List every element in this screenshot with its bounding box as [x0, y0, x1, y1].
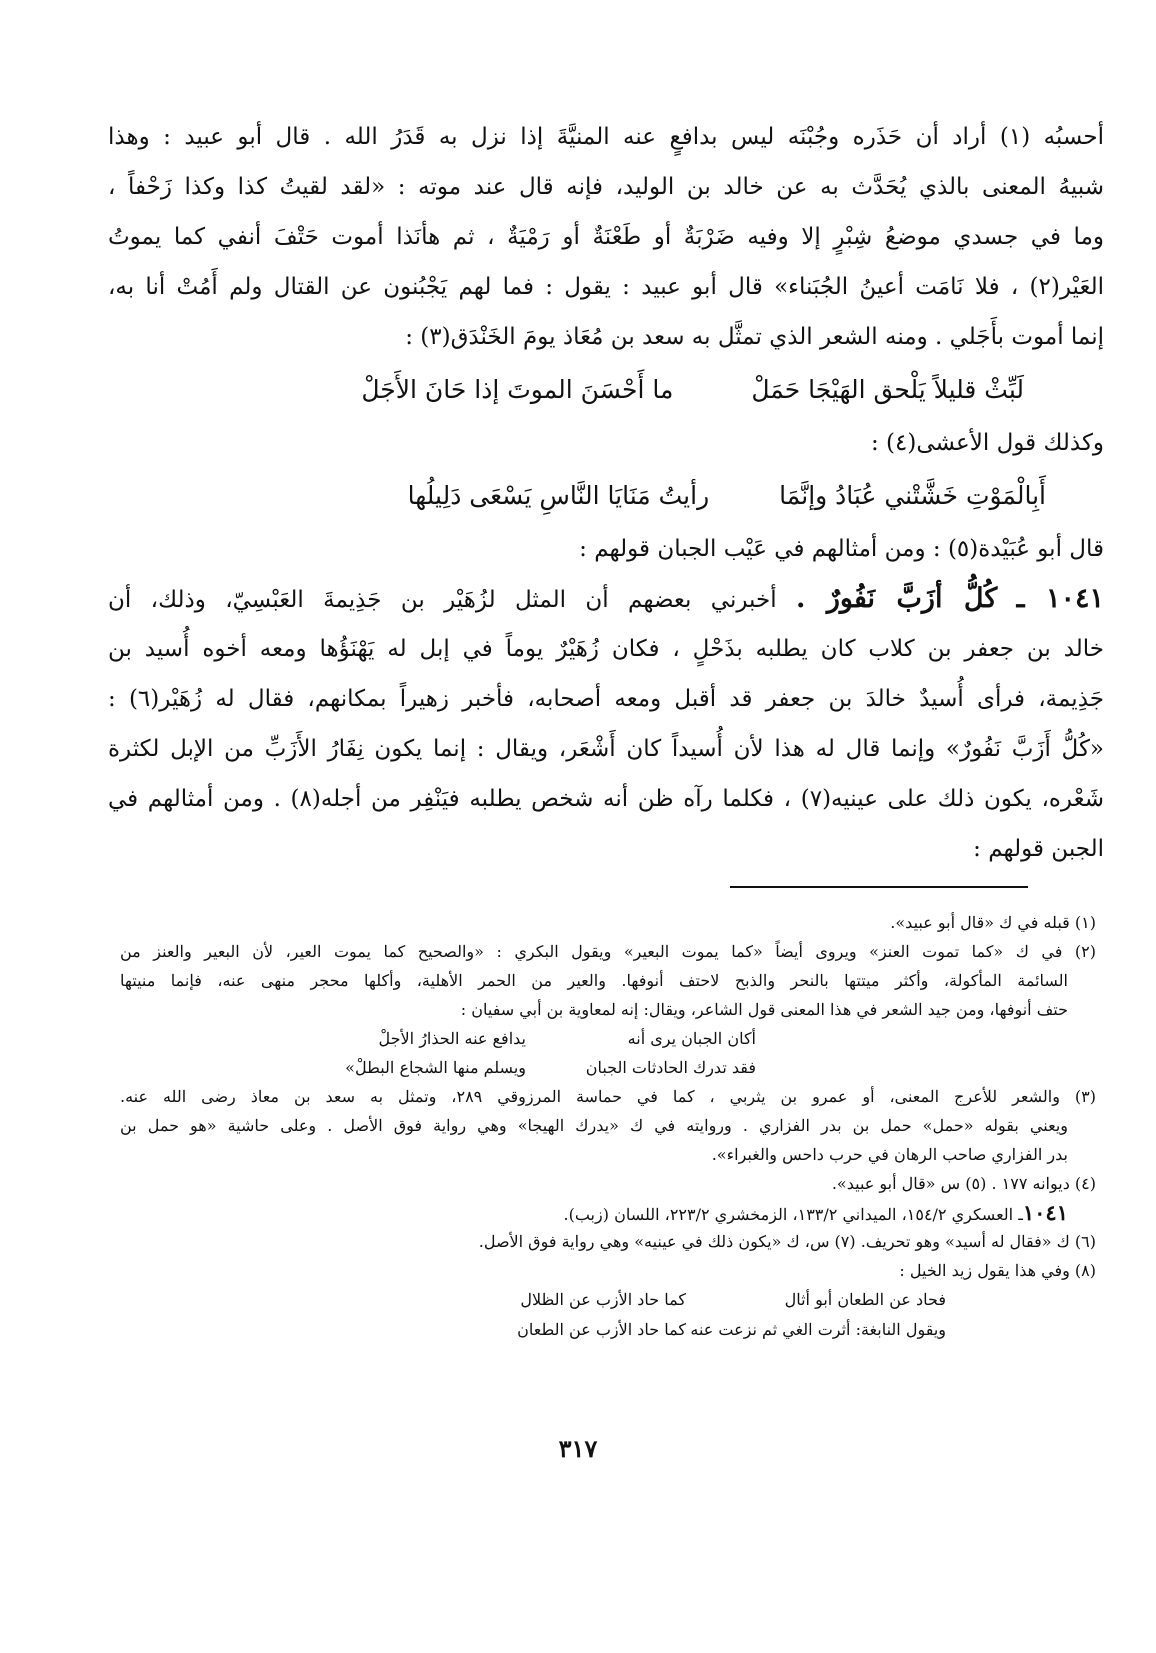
- reference-line: [120, 1198, 1096, 1227]
- page-number: ٣١٧: [558, 1434, 598, 1463]
- footnote-verse: [120, 1053, 1096, 1082]
- footnote-line: (٨) وفي هذا يقول زيد الخيل :: [899, 1261, 1096, 1280]
- entry-text: أخبرني بعضهم أن المثل لزُهَيْر بن جَذِيمةَ العَبْسِيّ، وذلك، أن: [108, 587, 777, 613]
- verse-hemistich-second: ما أَحْسَنَ الموتَ إذا حَانَ الأَجَلْ: [361, 375, 674, 404]
- verse-hemistich-second: كما حاد الأزب عن الطعان: [517, 1320, 686, 1339]
- text-line: الجبن قولهم :: [973, 836, 1104, 862]
- verse-hemistich-second: ويسلم منها الشجاع البطلْ»: [345, 1058, 526, 1077]
- footnotes: [120, 908, 1096, 1345]
- verse-hemistich-second: كما حاد الأزب عن الظلال: [520, 1290, 686, 1309]
- footnote-line: (٦) ك «فقال له أسيد» وهو تحريف. (٧) س، ك «يكون ذلك في عينيه» وهي رواية فوق الأصل.: [478, 1232, 1096, 1251]
- text-line: أحسبُه (١) أراد أن حَذَره وجُبْنَه ليس بدافعٍ عنه المنيَّةَ إذا نزل به قَدَرُ الله . قال أبو عبيد : وهذا: [108, 124, 1104, 150]
- reference-text: ـ العسكري ١٥٤/٢، الميداني ١٣٣/٢، الزمخشري ٢٢٣/٢، اللسان (زبب).: [563, 1205, 1023, 1224]
- verse-line: [108, 468, 1104, 524]
- verse-hemistich-second: رأيتُ مَنَايَا النَّاسِ يَسْعَى دَلِيلُها: [407, 481, 710, 510]
- entry-number: ١٠٤١ ـ: [1016, 583, 1105, 614]
- footnote-verse: [120, 1285, 1096, 1315]
- footnote-verse: [120, 1024, 1096, 1053]
- reference-number: ١٠٤١: [1022, 1200, 1068, 1225]
- footnote-line: حتف أنوفها، ومن جيد الشعر في هذا المعنى قول الشاعر، ويقال: إنه لمعاوية بن أبي سفيان :: [460, 1000, 1068, 1019]
- footnote-line: (٢) في ك «كما تموت العنز» ويروى أيضاً «كما يموت البعير» ويقول البكري : «والصحيح كما يموت العير، لأن البعير والعنز من: [120, 942, 1096, 961]
- text-line: قال أبو عُبَيْدة(٥) : ومن أمثالهم في عَيْب الجبان قولهم :: [579, 536, 1104, 562]
- text-line: شبيهُ المعنى بالذي يُحَدَّث به عن خالد بن الوليد، فإنه قال عند موته : «لقد لقيتُ كذا وكذا زَحْفاً ،: [108, 174, 1104, 200]
- footnote-line: (١) قبله في ك «قال أبو عبيد».: [890, 913, 1096, 932]
- main-text: [108, 112, 1104, 874]
- verse-hemistich-first: ويقول النابغة: أثرت الغي ثم نزعت عنه: [690, 1320, 946, 1339]
- verse-hemistich-first: فحاد عن الطعان أبو أثال: [784, 1290, 946, 1309]
- footnote-line: بدر الفزاري صاحب الرهان في حرب داحس والغبراء».: [711, 1145, 1068, 1164]
- footnote-line: (٤) ديوانه ١٧٧ . (٥) س «قال أبو عبيد».: [831, 1174, 1096, 1193]
- verse-hemistich-second: يدافع عنه الحذارُ الأجلْ: [378, 1029, 526, 1048]
- text-line: وكذلك قول الأعشى(٤) :: [870, 430, 1104, 456]
- verse-hemistich-first: أكان الجبان يرى أنه: [627, 1029, 756, 1048]
- verse-hemistich-first: أَبِالْمَوْتِ خَشَّتْني عُبَادُ وإنَّمَا: [779, 481, 1046, 510]
- text-line: العَيْر(٢) ، فلا نَامَت أعينُ الجُبَناء» قال أبو عبيد : يقول : فما لهم يَجْبُنون عن القتال ولم أَمُتْ أنا به،: [108, 274, 1104, 300]
- footnote-line: (٣) والشعر للأعرج المعنى، أو عمرو بن يثربي ، كما في حماسة المرزوقي ٢٨٩، وتمثل به سعد بن معاذ رضى الله عنه.: [120, 1087, 1097, 1106]
- footnote-verse: [120, 1315, 1096, 1345]
- text-line: إنما أموت بأَجَلي . ومنه الشعر الذي تمثَّل به سعد بن مُعَاذ يومَ الخَنْدَق(٣) :: [405, 324, 1104, 350]
- footnote-line: ويعني بقوله «حمل» حمل بن بدر الفزاري . وروايته في ك «يدرك الهيجا» وهي رواية فوق الأصل . وعلى حاشية «هو حمل بن: [120, 1116, 1068, 1135]
- footnote-line: السائمة المأكولة، وأكثر ميتتها بالنحر والذبح لاحتف أنوفها. والعير من الحمر الأهلية، وأكلها محجر منهى عنه، فإنما منيتها: [120, 971, 1069, 990]
- proverb-headword: كُلُّ أزَبَّ نَفُورٌ .: [795, 583, 998, 614]
- text-line: «كُلُّ أَزَبَّ نَفُورٌ» وإنما قال له هذا لأن أُسيداً كان أَشْعَر، ويقال : إنما يكون نِفَارُ الأَزَبِّ من الإبل لكثرة: [108, 736, 1104, 762]
- footnote-separator: [730, 886, 1028, 888]
- text-line: خالد بن جعفر بن كلاب كان يطلبه بذَحْلٍ ، فكان زُهَيْرٌ يوماً في إبل له يَهْنَؤُها ومعه أخوه أُسيد بن: [108, 636, 1104, 662]
- verse-hemistich-first: لَبِّثْ قليلاً يَلْحق الهَيْجَا حَمَلْ: [751, 375, 1024, 404]
- proverb-entry-line: [108, 574, 1104, 624]
- verse-hemistich-first: فقد تدرك الحادثات الجبان: [585, 1058, 756, 1077]
- verse-line: [108, 362, 1104, 418]
- text-line: شَعْره، يكون ذلك على عينيه(٧) ، فكلما رآه ظن أنه شخص يطلبه فيَنْفِر من أجله(٨) . ومن أمثالهم في: [108, 786, 1104, 812]
- text-line: جَذِيمة، فرأى أُسيدٌ خالدَ بن جعفر قد أقبل ومعه أصحابه، فأخبر زهيراً بمكانهم، فقال له زُهَيْر(٦) :: [108, 686, 1104, 712]
- text-line: وما في جسدي موضعُ شِبْرٍ إلا وفيه ضَرْبَةٌ أو طَعْنَةٌ أو رَمْيَةٌ ، ثم هأنَذا أموت حَتْفَ أنفي كما يموتُ: [108, 224, 1104, 250]
